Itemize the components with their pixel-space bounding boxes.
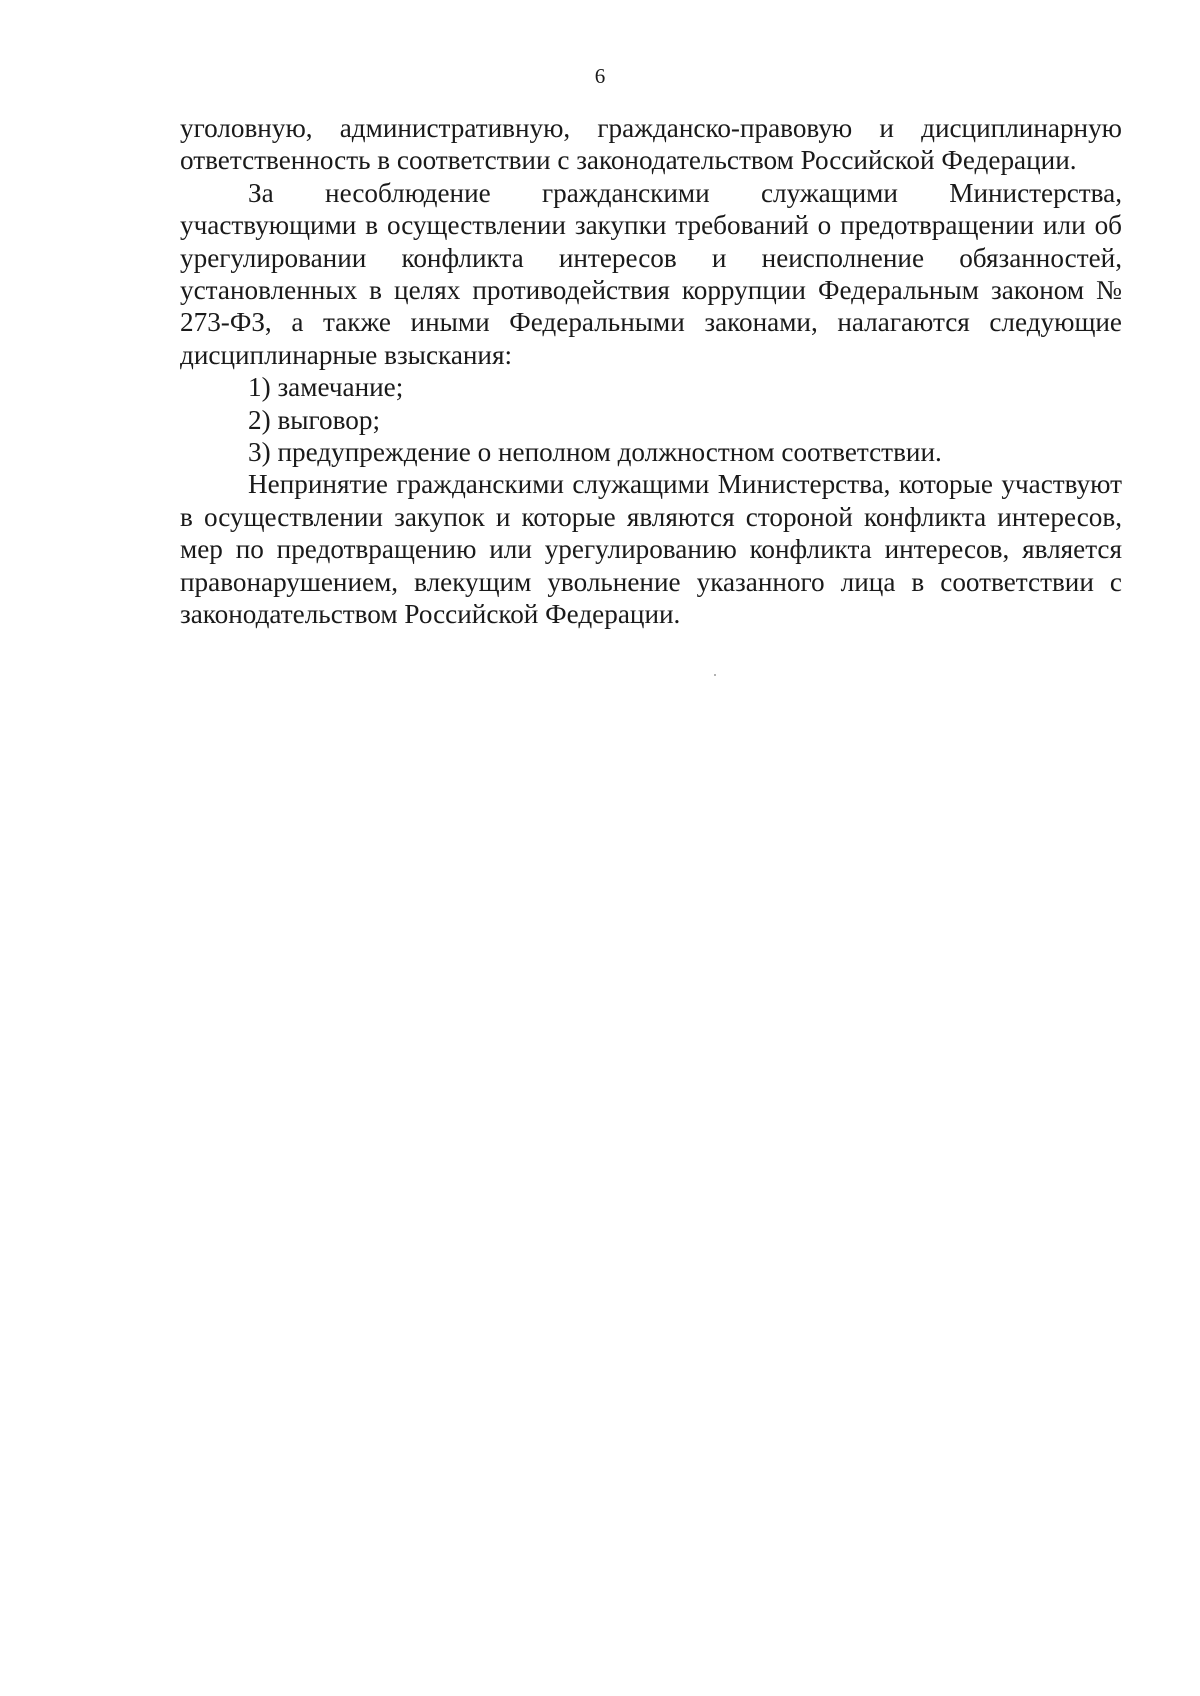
list-item-warning: 3) предупреждение о неполном должностном соответствии. bbox=[248, 437, 942, 468]
scan-speck bbox=[714, 674, 716, 676]
page-number: 6 bbox=[594, 64, 606, 88]
list-item-reprimand: 2) выговор; bbox=[248, 404, 381, 435]
paragraph-disciplinary-penalties: За несоблюдение гражданскими служащими Министерства, участвующими в осуществлении закупки требований о предотвращении или об урегулировании конфликта интересов и неисполнение обязанностей, установленных в целях противодействия коррупции Федеральным законом № 273-ФЗ, а также иными Федеральными законами, налагаются следующие дисциплинарные взыскания: bbox=[180, 177, 1122, 370]
document-body bbox=[180, 112, 1122, 631]
paragraph-dismissal: Непринятие гражданскими служащими Министерства, которые участвуют в осуществлении закупок и которые являются стороной конфликта интересов, мер по предотвращению или урегулированию конфликта интересов, является правонарушением, влекущим увольнение указанного лица в соответствии с законодательством Российской Федерации. bbox=[180, 469, 1122, 630]
list-item-remark: 1) замечание; bbox=[248, 372, 404, 403]
paragraph-liability: уголовную, административную, гражданско-правовую и дисциплинарную ответственность в соответствии с законодательством Российской Федерации. bbox=[180, 113, 1122, 176]
